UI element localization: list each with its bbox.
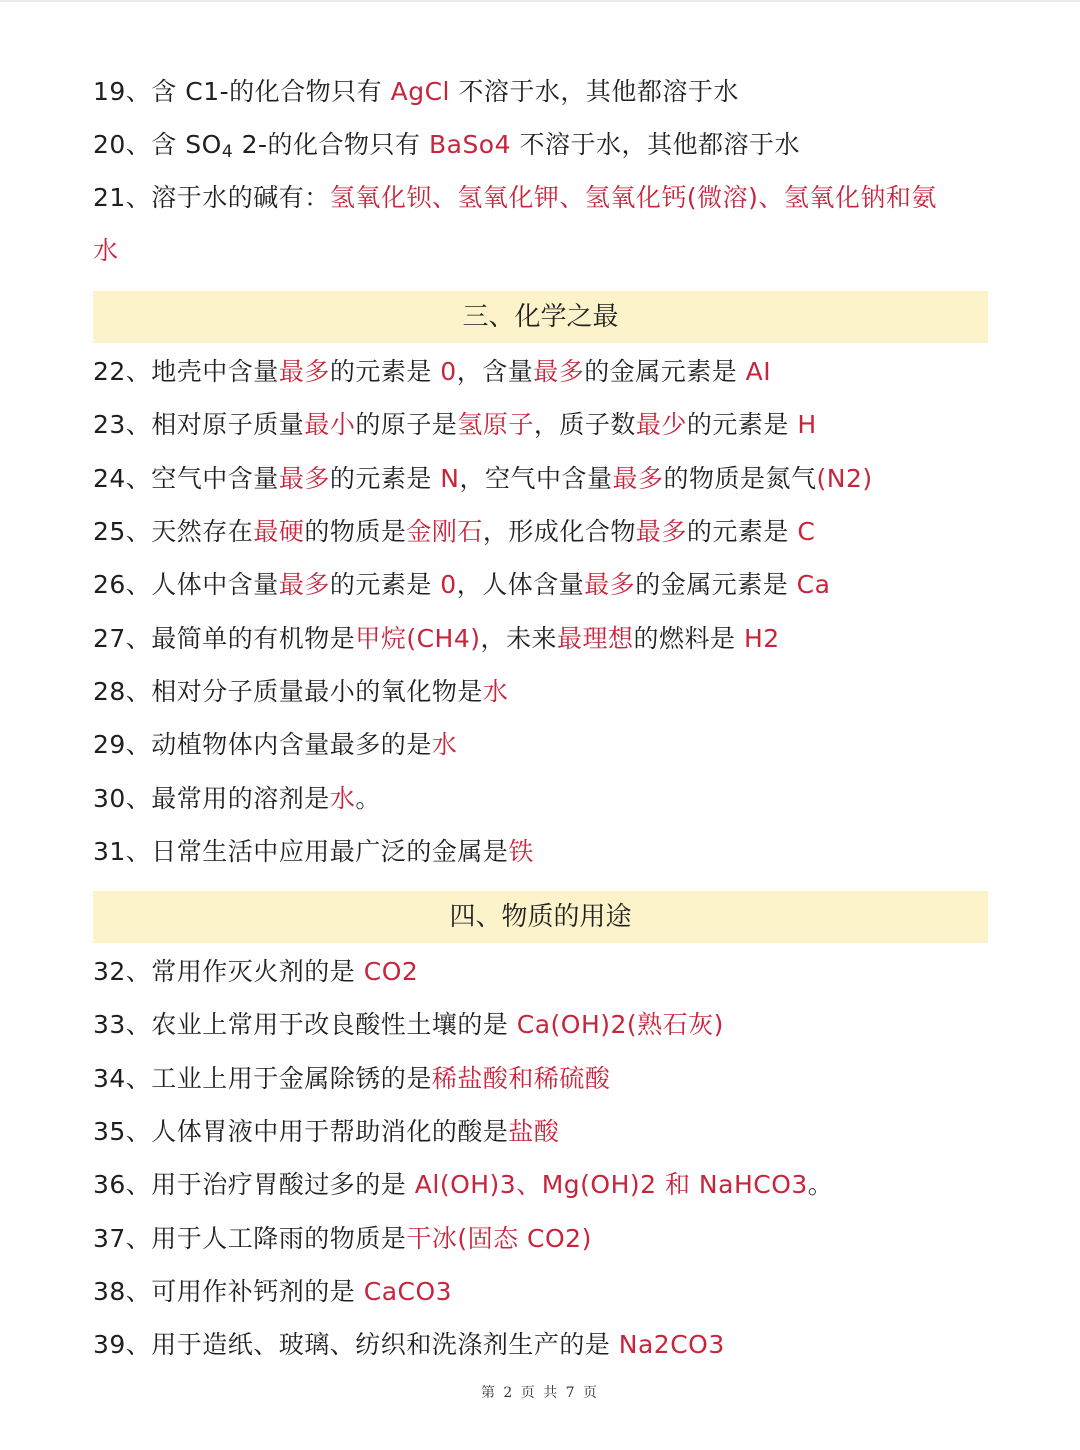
highlight-text: 金刚石 xyxy=(406,517,483,546)
section-header-3 xyxy=(93,291,988,343)
body-text: 的燃料是 xyxy=(633,624,744,653)
body-text: 25、天然存在 xyxy=(93,517,254,546)
highlight-text: H2 xyxy=(743,624,780,653)
section-header-4 xyxy=(93,891,988,943)
highlight-text: 氢氧化钡、氢氧化钾、氢氧化钙(微溶)、氢氧化钠和氨 xyxy=(329,183,937,212)
body-text: 的金属元素是 xyxy=(635,570,797,599)
body-text: 的元素是 xyxy=(329,464,441,493)
body-text: 26、人体中含量 xyxy=(93,570,279,599)
highlight-text: 盐酸 xyxy=(508,1117,560,1146)
highlight-text: 最多 xyxy=(612,464,664,493)
list-item xyxy=(93,1217,993,1261)
highlight-text: 氢原子 xyxy=(457,410,534,439)
body-text: ，空气中含量 xyxy=(459,464,613,493)
list-item xyxy=(93,777,993,821)
body-text: 的物质是 xyxy=(304,517,407,546)
highlight-text: 最多 xyxy=(533,357,585,386)
highlight-text: 最小 xyxy=(304,410,356,439)
list-item xyxy=(93,123,993,167)
highlight-text: 最理想 xyxy=(557,624,634,653)
highlight-text: Al(OH)3、Mg(OH)2 和 NaHCO3 xyxy=(414,1170,808,1199)
list-item xyxy=(93,403,993,447)
highlight-text: 稀盐酸和稀硫酸 xyxy=(431,1064,611,1093)
highlight-text: AI xyxy=(745,357,772,386)
body-text: 的元素是 xyxy=(329,357,441,386)
highlight-text: 水 xyxy=(431,730,458,759)
body-text: 38、可用作补钙剂的是 xyxy=(93,1277,364,1306)
highlight-text: (N2) xyxy=(816,464,873,493)
highlight-text: 最硬 xyxy=(253,517,305,546)
body-text: 的金属元素是 xyxy=(584,357,746,386)
section-title: 三、化学之最 xyxy=(462,302,619,332)
body-text: 39、用于造纸、玻璃、纺织和洗涤剂生产的是 xyxy=(93,1330,619,1359)
highlight-text: N xyxy=(440,464,460,493)
highlight-text: 水 xyxy=(482,677,509,706)
highlight-text: Ca xyxy=(796,570,831,599)
body-text: 23、相对原子质量 xyxy=(93,410,305,439)
highlight-text: 干冰(固态 CO2) xyxy=(406,1224,592,1253)
highlight-text: 铁 xyxy=(508,837,534,866)
list-item xyxy=(93,830,993,874)
body-text: ，人体含量 xyxy=(456,570,585,599)
highlight-text: 最多 xyxy=(584,570,636,599)
highlight-text: 最多 xyxy=(278,357,330,386)
list-item xyxy=(93,563,993,607)
body-text: 35、人体胃液中用于帮助消化的酸是 xyxy=(93,1117,509,1146)
body-text: 的元素是 xyxy=(686,517,798,546)
highlight-text: 最少 xyxy=(635,410,687,439)
list-item xyxy=(93,510,993,554)
top-divider xyxy=(0,0,1080,2)
body-text: 不溶于水，其他都溶于水 xyxy=(511,130,800,159)
highlight-text: 0 xyxy=(440,357,457,386)
highlight-text: BaSo4 xyxy=(428,130,512,159)
body-text: ，含量 xyxy=(456,357,534,386)
highlight-text: 水 xyxy=(329,784,356,813)
body-text: 不溶于水，其他都溶于水 xyxy=(449,77,739,106)
list-item xyxy=(93,617,993,661)
body-text: 29、动植物体内含量最多的是 xyxy=(93,730,432,759)
body-text: 36、用于治疗胃酸过多的是 xyxy=(93,1170,415,1199)
list-item xyxy=(93,70,993,114)
highlight-text: 最多 xyxy=(278,570,330,599)
body-text: 2-的化合物只有 xyxy=(233,130,429,159)
body-text: 19、含 C1-的化合物只有 xyxy=(93,77,391,106)
body-text: 。 xyxy=(355,784,381,813)
body-text: 的原子是 xyxy=(355,410,458,439)
body-text: 33、农业上常用于改良酸性土壤的是 xyxy=(93,1010,517,1039)
highlight-text: CO2 xyxy=(363,957,419,986)
highlight-text: 水 xyxy=(93,236,119,265)
highlight-text: 最多 xyxy=(278,464,330,493)
body-text: 的元素是 xyxy=(329,570,441,599)
body-text: 。 xyxy=(807,1170,834,1199)
highlight-text: AgCl xyxy=(390,77,450,106)
body-text: ，质子数 xyxy=(533,410,636,439)
highlight-text: 最多 xyxy=(635,517,687,546)
body-text: 22、地壳中含量 xyxy=(93,357,279,386)
section-title: 四、物质的用途 xyxy=(449,902,632,932)
highlight-text: Ca(OH)2(熟石灰) xyxy=(516,1010,724,1039)
list-item xyxy=(93,1057,993,1101)
highlight-text: Na2CO3 xyxy=(618,1330,725,1359)
list-item xyxy=(93,1163,993,1207)
body-text: 32、常用作灭火剂的是 xyxy=(93,957,364,986)
list-item xyxy=(93,229,993,273)
body-text: 21、溶于水的碱有： xyxy=(93,183,330,212)
highlight-text: C xyxy=(797,517,816,546)
body-text: 20、含 SO xyxy=(93,130,222,159)
list-item xyxy=(93,670,993,714)
highlight-text: CaCO3 xyxy=(363,1277,453,1306)
body-text: 31、日常生活中应用最广泛的金属是 xyxy=(93,837,509,866)
list-item xyxy=(93,1323,993,1367)
highlight-text: H xyxy=(797,410,817,439)
body-text: 28、相对分子质量最小的氧化物是 xyxy=(93,677,483,706)
body-text: 37、用于人工降雨的物质是 xyxy=(93,1224,407,1253)
body-text: 4 xyxy=(221,142,234,162)
body-text: 的元素是 xyxy=(686,410,798,439)
page-footer: 第 2 页 共 7 页 xyxy=(480,1385,600,1401)
list-item xyxy=(93,1110,993,1154)
body-text: 的物质是氮气 xyxy=(663,464,817,493)
list-item xyxy=(93,1270,993,1314)
body-text: 24、空气中含量 xyxy=(93,464,279,493)
body-text: 34、工业上用于金属除锈的是 xyxy=(93,1064,432,1093)
list-item xyxy=(93,1003,993,1047)
list-item xyxy=(93,176,993,220)
list-item xyxy=(93,723,993,767)
highlight-text: 0 xyxy=(440,570,457,599)
list-item xyxy=(93,950,993,994)
list-item xyxy=(93,350,993,394)
list-item xyxy=(93,457,993,501)
body-text: 30、最常用的溶剂是 xyxy=(93,784,330,813)
body-text: ，形成化合物 xyxy=(482,517,636,546)
body-text: 27、最简单的有机物是 xyxy=(93,624,356,653)
highlight-text: 甲烷(CH4) xyxy=(355,624,481,653)
body-text: ，未来 xyxy=(480,624,557,653)
